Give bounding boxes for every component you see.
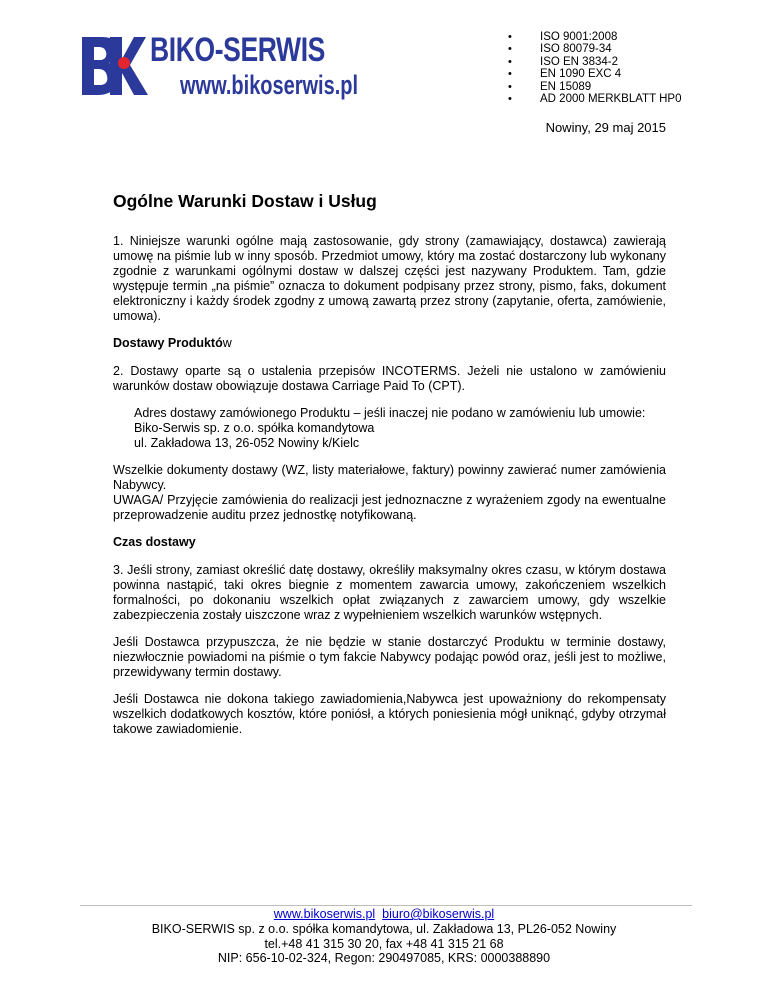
section-heading-delivery-time: Czas dostawy <box>113 535 196 549</box>
list-item: • EN 15089 <box>508 81 681 93</box>
section-heading-deliveries <box>113 336 666 351</box>
delivery-address-block <box>113 406 666 451</box>
list-item: • ISO EN 3834-2 <box>508 56 681 68</box>
address-intro: Adres dostawy zamówionego Produktu – jeśli inaczej nie podano w zamówieniu lub umowie: <box>134 406 646 420</box>
address-company: Biko-Serwis sp. z o.o. spółka komandytowa <box>134 421 375 435</box>
company-name: BIKO-SERWIS <box>150 31 325 69</box>
footer-email-link[interactable]: biuro@bikoserwis.pl <box>382 907 495 921</box>
paragraph-2: 2. Dostawy oparte są o ustalenia przepisów INCOTERMS. Jeżeli nie ustalono w zamówieniu warunków dostaw obowiązuje dostawa Carriage Paid To (CPT). <box>113 364 666 393</box>
footer-links <box>0 907 768 922</box>
footer-address: BIKO-SERWIS sp. z o.o. spółka komandytowa, ul. Zakładowa 13, PL26-052 Nowiny <box>151 921 617 936</box>
address-street: ul. Zakładowa 13, 26-052 Nowiny k/Kielc <box>134 436 360 450</box>
list-item: • ISO 9001:2008 <box>508 31 681 43</box>
paragraph-4: Jeśli Dostawca przypuszcza, że nie będzie w stanie dostarczyć Produktu w terminie dostawy, niezwłocznie powiadomi na piśmie o tym fakcie Nabywcy podając powód oraz, jeśli jest to możliwe, przewidywany termin dostawy. <box>113 635 666 679</box>
list-item: • ISO 80079-34 <box>508 43 681 55</box>
audit-warning: UWAGA/ Przyjęcie zamówienia do realizacji jest jednoznaczne z wyrażeniem zgody na ewentualne przeprowadzenie auditu przez jednostkę notyfikowaną. <box>113 493 666 522</box>
list-item: • EN 1090 EXC 4 <box>508 68 681 80</box>
company-url: www.bikoserwis.pl <box>180 70 359 100</box>
certification-list <box>508 31 681 105</box>
paragraph-3: 3. Jeśli strony, zamiast określić datę dostawy, określiły maksymalny okres czasu, w którym dostawa powinna nastąpić, taki okres biegnie z momentem zawarcia umowy, zakończeniem wszelkich formalności, po dokonaniu wszelkich opłat związanych z zawarciem umowy, gdy wszelkie zabezpieczenia zostały uiszczone wraz z wypełnieniem wszelkich warunków wstępnych. <box>113 563 666 622</box>
paragraph-1: 1. Niniejsze warunki ogólne mają zastosowanie, gdy strony (zamawiający, dostawca) zawierają umowę na piśmie lub w inny sposób. Przedmiot umowy, który ma zostać dostarczony lub wykonany zgodnie z warunkami ogólnymi dostaw w dalszej części jest nazywany Produktem. Tam, gdzie występuje termin „na piśmie” oznacza to dokument podpisany przez strony, pismo, faks, dokument elektroniczny i każdy środek zgodny z umową zawartą przez strony (zapytanie, oferta, zamówienie, umowa). <box>113 234 666 323</box>
heading-suffix-text: w <box>222 336 232 350</box>
page-footer <box>0 907 768 966</box>
heading-bold-text: Dostawy Produktó <box>113 336 223 350</box>
documents-note: Wszelkie dokumenty dostawy (WZ, listy materiałowe, faktury) powinny zawierać numer zamówienia Nabywcy. <box>113 463 666 492</box>
bk-logo-mark-icon <box>80 33 150 103</box>
footer-divider <box>80 905 692 906</box>
list-item: • AD 2000 MERKBLATT HP0 <box>508 93 681 105</box>
paragraph-5: Jeśli Dostawca nie dokona takiego zawiadomienia,Nabywca jest upoważniony do rekompensaty wszelkich dodatkowych kosztów, które poniósł, a których poniesienia mógł uniknąć, gdyby otrzymał takowe zawiadomienie. <box>113 692 666 736</box>
company-logo <box>80 31 359 103</box>
document-date: Nowiny, 29 maj 2015 <box>545 120 666 135</box>
footer-registration: NIP: 656-10-02-324, Regon: 290497085, KRS: 0000388890 <box>217 951 551 966</box>
document-body <box>113 234 666 749</box>
footer-website-link[interactable]: www.bikoserwis.pl <box>273 907 376 921</box>
document-title: Ogólne Warunki Dostaw i Usług <box>113 191 377 211</box>
footer-phone: tel.+48 41 315 30 20, fax +48 41 315 21 68 <box>264 936 504 951</box>
